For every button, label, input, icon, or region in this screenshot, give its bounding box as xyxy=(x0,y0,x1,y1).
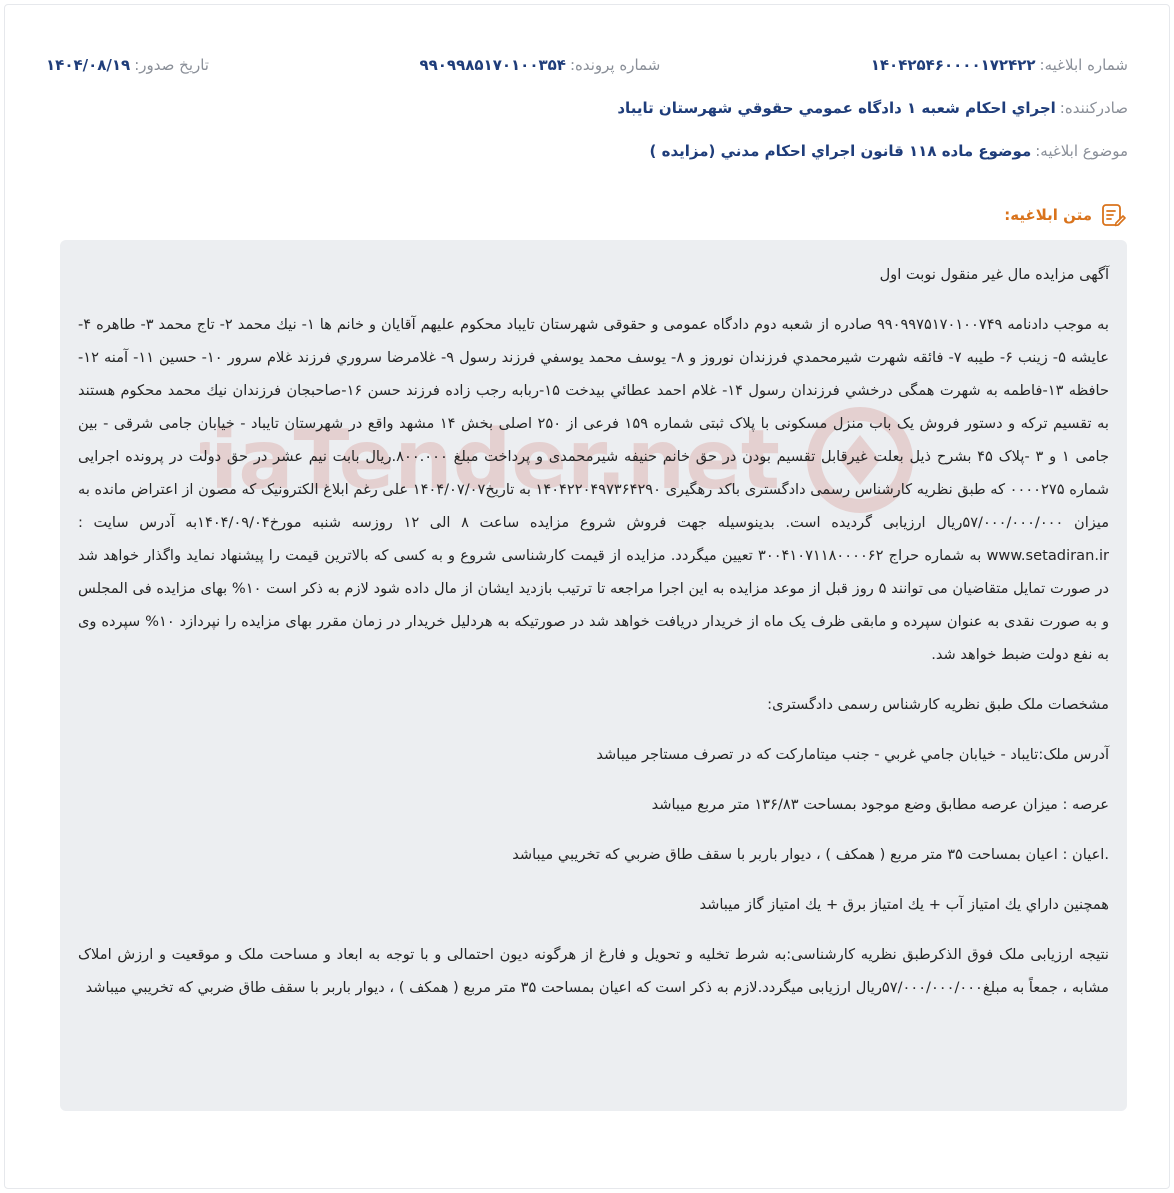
notice-body xyxy=(60,240,1127,1111)
notice-number xyxy=(871,56,1128,74)
file-number xyxy=(419,56,660,74)
issue-date-label: تاریخ صدور: xyxy=(134,56,209,74)
subject-label: موضوع ابلاغیه: xyxy=(1035,142,1128,160)
notice-paragraph: عرصه : میزان عرصه مطابق وضع موجود بمساحت ۱۳۶/۸۳ متر مربع میباشد xyxy=(651,796,1109,813)
notice-heading: آگهی مزایده مال غیر منقول نوبت اول xyxy=(879,266,1109,283)
section-title xyxy=(1004,202,1126,228)
notice-paragraph: همچنین داراي یك امتیاز آب + یك امتیاز برق + یك امتیاز گاز میباشد xyxy=(699,896,1109,913)
section-title-text: متن ابلاغیه: xyxy=(1004,206,1092,224)
notice-text xyxy=(78,258,1109,1021)
notice-number-value: ۱۴۰۴۲۵۴۶۰۰۰۰۱۷۲۴۲۲ xyxy=(870,56,1036,74)
subject xyxy=(650,142,1128,160)
issuer xyxy=(617,99,1128,117)
file-number-label: شماره پرونده: xyxy=(569,56,661,74)
issuer-row xyxy=(46,99,1128,117)
notice-paragraph: مشخصات ملک طبق نظریه کارشناس رسمی دادگستری: xyxy=(767,696,1109,713)
notice-paragraph: .اعیان : اعیان بمساحت ۳۵ متر مربع ( همکف ) ، دیوار باربر با سقف طاق ضربي که تخریبي میباشد xyxy=(512,846,1109,863)
subject-row xyxy=(46,142,1128,160)
file-number-value: ۹۹۰۹۹۸۵۱۷۰۱۰۰۳۵۴ xyxy=(419,56,566,74)
notice-paragraph: آدرس ملک:تایباد - خیابان جامي غربي - جنب میتامارکت که در تصرف مستاجر میباشد xyxy=(596,746,1109,763)
header-meta-row xyxy=(46,56,1128,74)
svg-text:AriaTender.net: iaTender.net xyxy=(210,413,780,508)
document-edit-icon xyxy=(1100,202,1126,228)
notice-paragraph: به موجب دادنامه ۹۹۰۹۹۷۵۱۷۰۱۰۰۷۴۹ صادره از شعبه دوم دادگاه عمومی و حقوقی شهرستان تایباد محکوم علیهم آقایان و خانم ها ۱- نیك محمد ۲- تاج محمد ۳- طاهره ۴- عایشه ۵- زینب ۶- طیبه ۷- فائقه شهرت شیرمحمدي فرزندان نوروز و ۸- یوسف محمد یوسفي فرزند رسول ۹- غلامرضا سروري فرزند غلام سرور ۱۰- حسین ۱۱- آمنه ۱۲- حافظه ۱۳-فاطمه به شهرت همگی درخشي فرزندان رسول ۱۴- غلام احمد عطائي بیدخت ۱۵-ربابه رجب زاده فرزند حسن ۱۶-صاحبجان فرزندان نیك محمد محکوم هستند به تقسیم ترکه و دستور فروش یک باب منزل مسکونی با پلاک ثبتی شماره ۱۵۹ فرعی از ۲۵۰ اصلی بخش ۱۴ مشهد واقع در شهرستان تایباد - خیابان جامی شرقی - بین جامی ۱ و ۳ -پلاک ۴۵ بشرح ذیل بعلت غیرقابل تقسیم بودن در حق خانم حنیفه شیرمحمدی و پرداخت مبلغ ۸۰۰.۰۰۰.ریال بابت نیم عشر در حق دولت در پرونده اجرایی شماره ۰۰۰۰۲۷۵ که طبق نظریه کارشناس رسمی دادگستری باکد رهگیری ۱۴۰۴۲۲۰۴۹۷۳۶۴۲۹۰ به تاریخ۱۴۰۴/۰۷/۰۷ علی رغم ابلاغ الکترونیک که مصون از اعتراض مانده به میزان ۵۷/۰۰۰/۰۰۰/۰۰۰ریال ارزیابی گردیده است. بدینوسیله جهت فروش شروع مزایده ساعت ۸ الی ۱۲ روزسه شنبه مورخ۱۴۰۴/۰۹/۰۴به آدرس سایت : www.setadiran.ir به شماره حراج ۳۰۰۴۱۰۷۱۱۸۰۰۰۰۶۲ تعیین میگردد. مزایده از قیمت کارشناسی شروع و به کسی که بالاترین قیمت را پیشنهاد نماید واگذار خواهد شد در صورت تمایل متقاضیان می توانند ۵ روز قبل از موعد مزایده به این اجرا مراجعه تا ترتیب بازدید ایشان از مال داده شود لازم به ذکر است ۱۰% بهای مزایده فی المجلس و به صورت نقدی به عنوان سپرده و مابقی ظرف یک ماه از خریدار دریافت خواهد شد در صورتیکه به هردلیل خریدار در زمان مقرر بهای مزایده را نپردازد ۱۰% سپرده وی به نفع دولت ضبط خواهد شد. xyxy=(78,316,1110,663)
issue-date-value: ۱۴۰۴/۰۸/۱۹ xyxy=(46,56,131,74)
subject-value: موضوع ماده ۱۱۸ قانون اجراي احكام مدني (مزایده ) xyxy=(649,142,1032,160)
issue-date xyxy=(46,56,209,74)
issuer-label: صادرکننده: xyxy=(1059,99,1128,117)
issuer-value: اجراي احكام شعبه ۱ دادگاه عمومي حقوقي شهرستان تایباد xyxy=(617,99,1056,117)
notice-paragraph: نتیجه ارزیابی ملک فوق الذکرطبق نظریه کارشناسی:به شرط تخلیه و تحویل و فارغ از هرگونه دیون احتمالی و با توجه به ابعاد و مساحت ملک و موقعیت و ارزش املاک مشابه ، جمعاً به مبلغ۵۷/۰۰۰/۰۰۰/۰۰۰ریال ارزیابی میگردد.لازم به ذکر است که اعیان بمساحت ۳۵ متر مربع ( همکف ) ، دیوار باربر با سقف طاق ضربي که تخریبي میباشد xyxy=(78,946,1109,996)
notice-number-label: شماره ابلاغیه: xyxy=(1039,56,1128,74)
